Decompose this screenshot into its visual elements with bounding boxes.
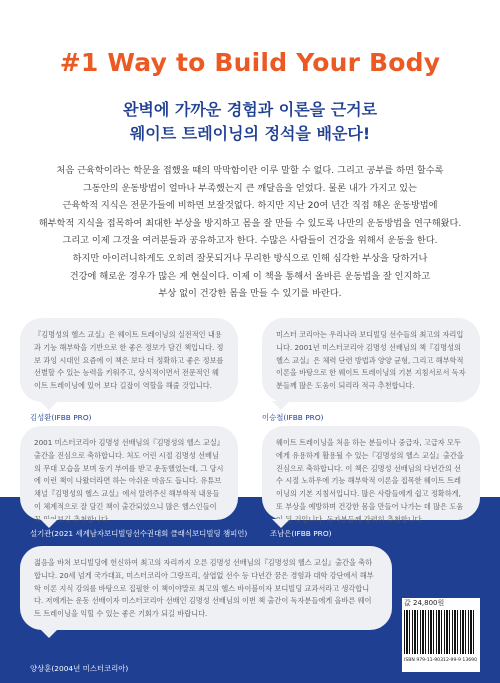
review-text: 웨이트 트레이닝을 처음 하는 분들이나 중급자, 고급자 모두에게 유용하게 활용될 수 있는『김명성의 헬스 교실』출간을 진심으로 축하합니다. 이 책은 김명성 선배님의 다년간의 선수 시절 노하우에 기능 해부학적 이론을 접목한 웨이트 트레이닝의 기본 지침서입니다. 많은 사람들에게 쉽고 정확하게, 또 부상을 예방하며 건강한 몸을 만들어 나가는 데 많은 도움이 될 것입니다. 독자분들께 강력히 추천합니다. (276, 438, 464, 524)
bubble-tail (40, 519, 58, 528)
review-bubble (20, 546, 392, 630)
isbn-label: ISBN 979-11-90312-99-9 13690 (404, 658, 478, 663)
intro-line: 부상 없이 건강한 몸을 만들 수 있기를 바란다. (158, 288, 342, 300)
review-bubble (20, 318, 238, 402)
intro-line: 근육학적 지식은 전문가들에 비하면 보잘것없다. 하지만 지난 20여 년간 직접 해온 운동방법에 (62, 200, 438, 212)
price-label: 값 24,800원 (404, 599, 445, 607)
review-bubble (262, 318, 480, 402)
subhead-line-1: 완벽에 가까운 경험과 이론을 근거로 (122, 100, 378, 119)
review-bubble (262, 426, 480, 524)
intro-line: 그동안의 운동방법이 얼마나 부족했는지 큰 깨달음을 얻었다. 물론 내가 가지고 있는 (83, 182, 417, 194)
subheadline (0, 98, 500, 146)
intro-paragraph (38, 162, 462, 303)
intro-line: 건강에 해로운 경우가 많은 게 현실이다. 이제 이 책을 통해서 올바른 운동법을 잘 인지하고 (69, 270, 431, 282)
review-text: 『김명성의 헬스 교실』은 웨이트 트레이닝의 실전적인 내용과 기능 해부학을 기반으로 한 좋은 정보가 담긴 책입니다. 정보 과잉 시대인 요즘에 이 책은 보다 더 정확하고 좋은 정보를 선별할 수 있는 능력을 키워주고, 상식적이면서 전문적인 웨이트 트레이닝에 있어 보다 길잡이 역할을 해줄 것입니다. (34, 330, 224, 391)
intro-line: 처음 근육학이라는 학문을 접했을 때의 막막함이란 이루 말할 수 없다. 그리고 공부를 하면 할수록 (56, 165, 444, 176)
bubble-tail (272, 519, 290, 528)
review-author: 조남은(IFBB PRO) (270, 529, 332, 538)
review-author: 김성환(IFBB PRO) (30, 413, 92, 422)
review-author: 설기관(2021 세계남자보디빌딩선수권대회 클래식보디빌딩 챔피언) (30, 529, 248, 538)
review-author: 이승철(IFBB PRO) (262, 413, 324, 422)
review-author: 양상훈(2004년 미스터코리아) (30, 664, 129, 673)
intro-line: 그리고 이제 그것을 여러분들과 공유하고자 한다. 수많은 사람들이 건강을 위해서 운동을 한다. (62, 235, 438, 247)
barcode-block (402, 598, 480, 672)
bubble-tail (272, 401, 290, 410)
review-text: 미스터 코리아는 우리나라 보디빌딩 선수들의 최고의 자리입니다. 2001년 미스터코리아 김명성 선배님의 책『김명성의 헬스 교실』은 체력 단련 방법과 양양 균형, 그리고 해부학적 이론을 바탕으로 한 웨이트 트레이닝의 기본 지침서로서 독자분들께 많은 도움이 되리라 적극 추천합니다. (276, 330, 466, 391)
intro-line: 해부학적 지식을 접목하여 최대한 부상을 방지하고 몸을 잘 만들 수 있도록 나만의 운동방법을 연구해왔다. (38, 217, 462, 229)
headline: #1 Way to Build Your Body (59, 48, 441, 77)
review-bubble (20, 426, 238, 524)
barcode-icon (404, 610, 476, 654)
review-text: 젊음을 바쳐 보디빌딩에 헌신하여 최고의 자리까지 오른 김명성 선배님의『김명성의 헬스 교실』출간을 축하합니다. 20세 넘게 국가대표, 미스터코리아 그랑프리, 삼엽없 선수 등 다년간 꿈은 경험과 대학 강단에서 해부학 이론 지식 강의를 바탕으로 집필한 이 책이야말로 최고의 헬스 바이블이자 보디빌딩 교과서라고 생각합니다. 저에게는 운동 선배이자 미스터코리아 선배인 김명성 선배님의 이번 책 출간이 독자분들에게 올바른 웨이트 트레이닝을 익힐 수 있는 좋은 기회가 되길 바랍니다. (34, 558, 374, 619)
review-text: 2001 미스터코리아 김명성 선배님의『김명성의 헬스 교실』출간을 진심으로 축하합니다. 처도 어린 시절 김명성 선배님의 무대 모습을 보며 동기 부여를 받고 운동했었는데, 그 당시에 이런 책이 나왔더라면 하는 아쉬운 마음도 듭니다. 유튜브 채널『김명성의 헬스 교실』에서 알려주신 해부학적 내용들이 체계적으로 잘 담긴 책이 출간되었으니 많은 헬스인들이 꼭 읽어보길 추천합니다. (34, 438, 224, 524)
intro-line: 하지만 아이러니하게도 오히려 잘못되거나 무리한 방식으로 인해 심각한 부상을 당하거나 (72, 252, 428, 264)
bubble-tail (40, 629, 58, 638)
bubble-tail (40, 401, 58, 410)
subhead-line-2: 웨이트 트레이닝의 정석을 배운다! (129, 124, 371, 143)
